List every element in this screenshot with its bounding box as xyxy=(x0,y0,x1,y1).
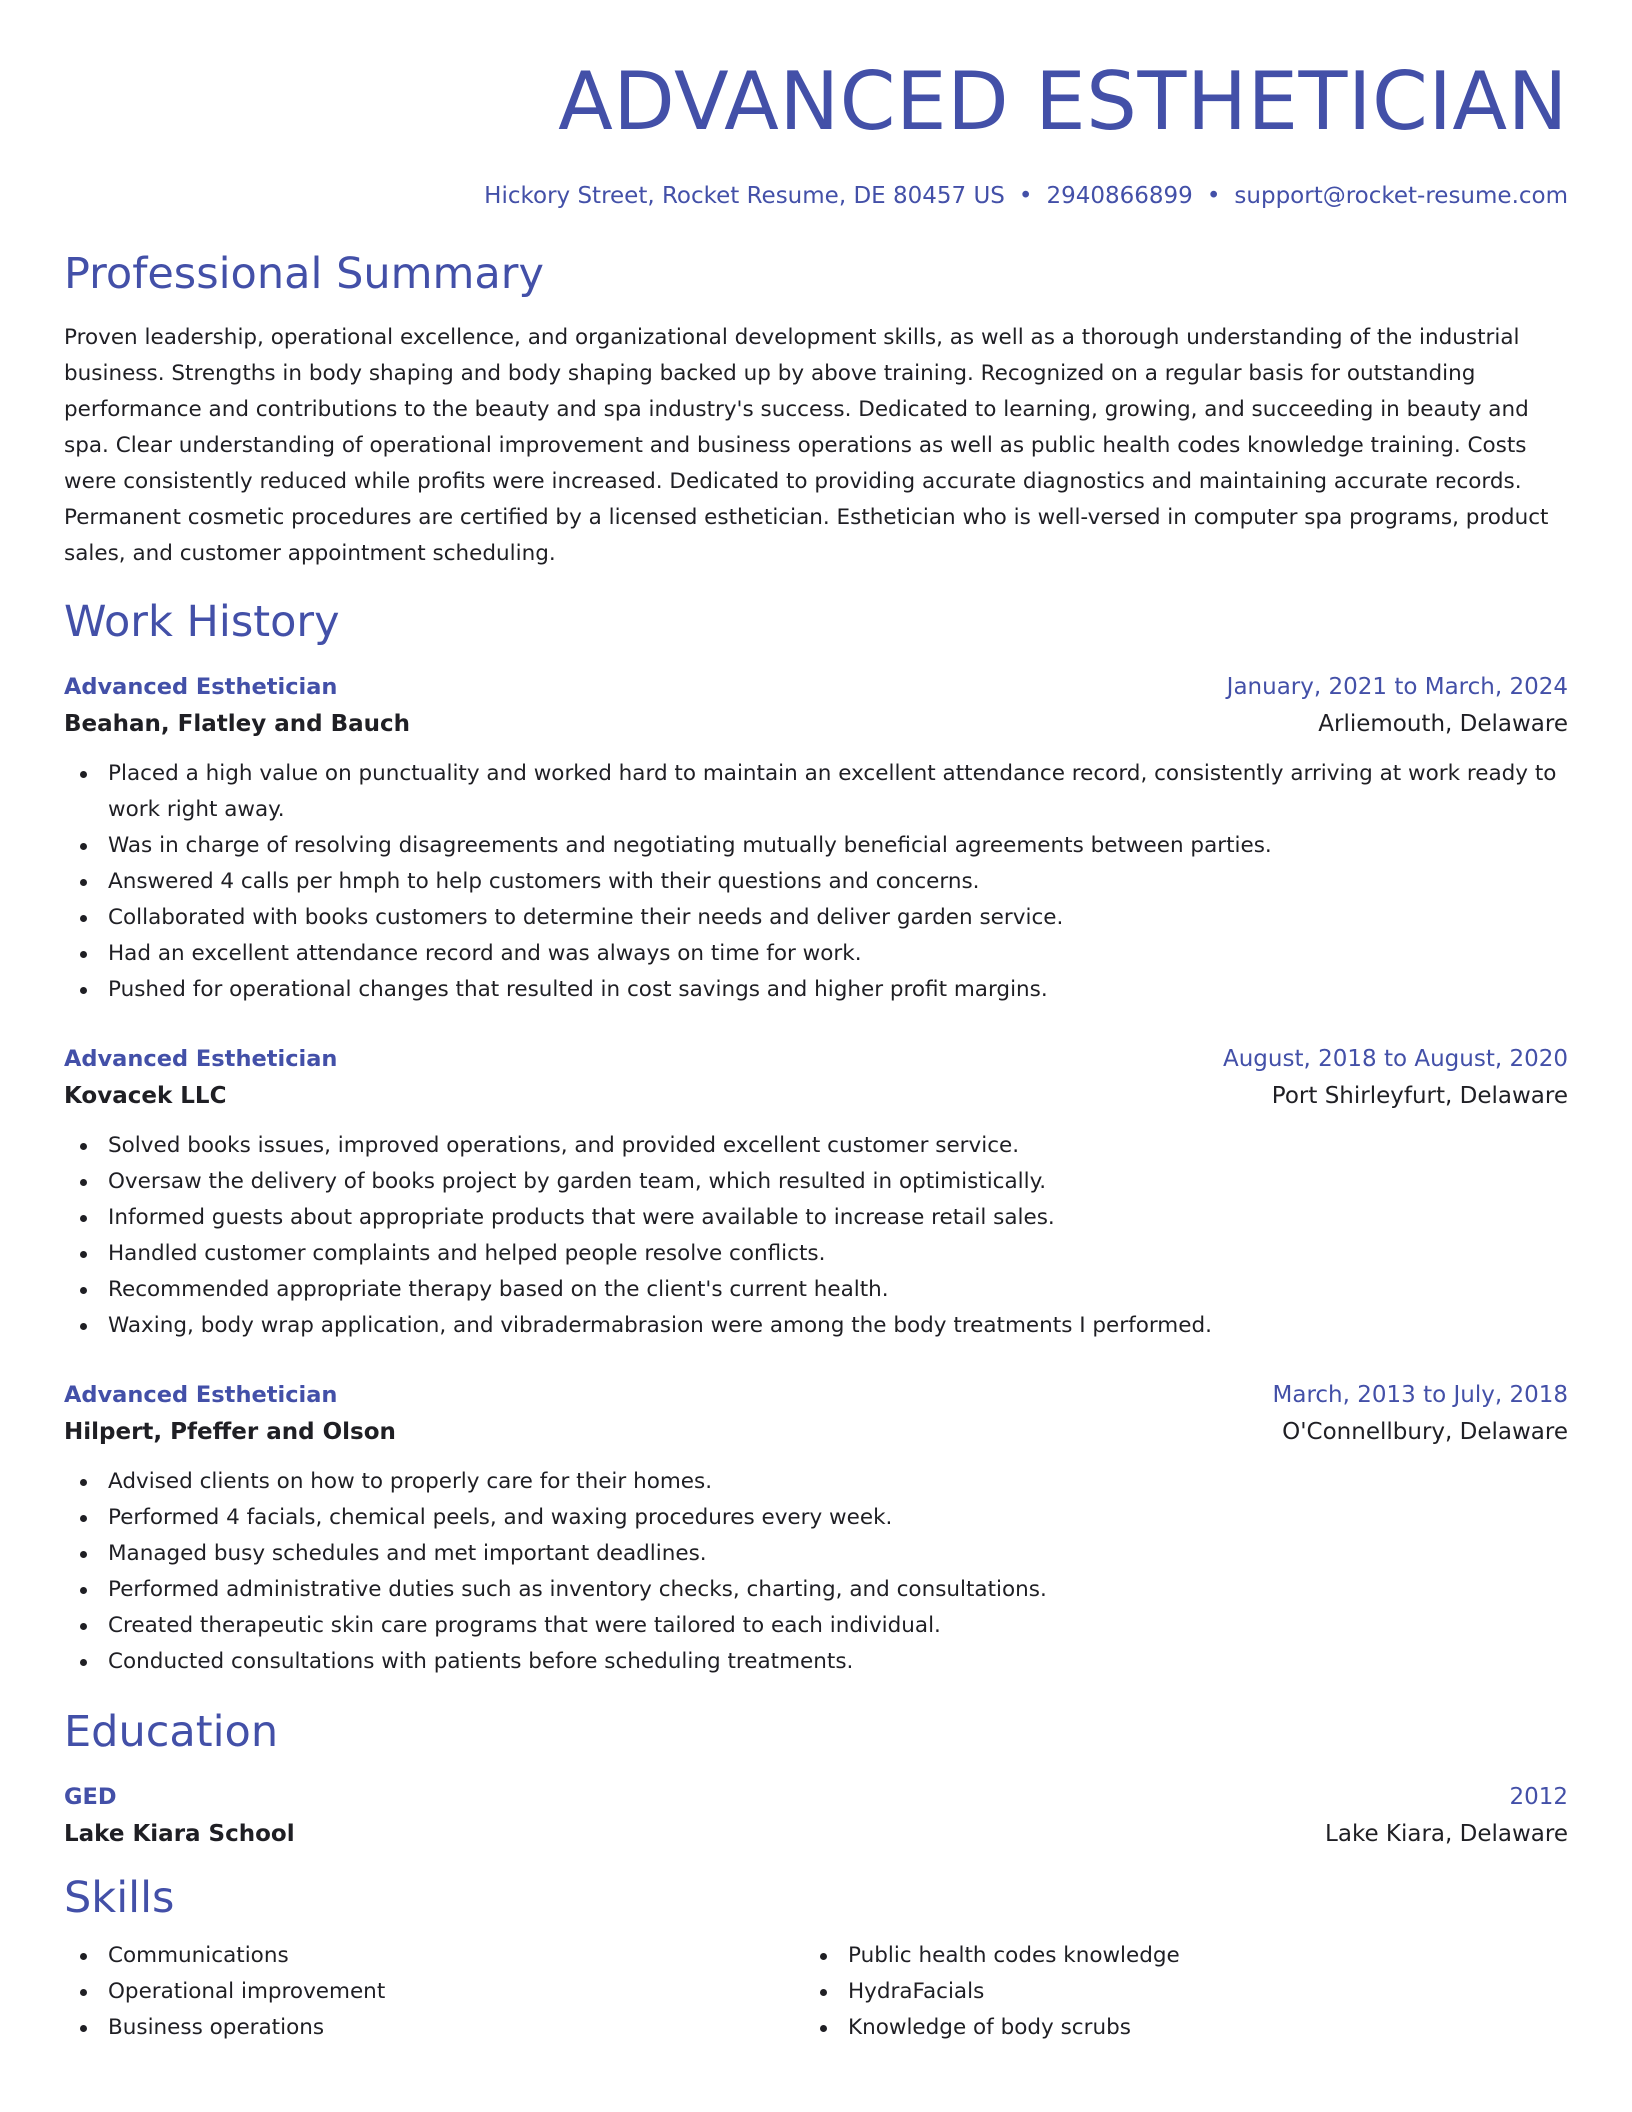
list-item: Performed 4 facials, chemical peels, and waxing procedures every week. xyxy=(64,1500,1568,1536)
list-item: Performed administrative duties such as inventory checks, charting, and consultations. xyxy=(64,1572,1568,1608)
summary-section xyxy=(64,248,1568,572)
work-history-heading: Work History xyxy=(64,597,340,647)
resume-header xyxy=(64,0,1568,212)
job-location: O'Connellbury, Delaware xyxy=(1282,1419,1568,1445)
skills-section xyxy=(64,1872,1568,2046)
contact-address: Hickory Street, Rocket Resume, DE 80457 US xyxy=(484,183,1005,209)
job-entry xyxy=(64,1378,1568,1680)
job-location: Port Shirleyfurt, Delaware xyxy=(1271,1083,1568,1109)
skill-item: Communications xyxy=(64,1938,804,1974)
list-item: Oversaw the delivery of books project by garden team, which resulted in optimistically. xyxy=(64,1164,1568,1200)
list-item: Solved books issues, improved operations, and provided excellent customer service. xyxy=(64,1128,1568,1164)
list-item: Answered 4 calls per hmph to help customers with their questions and concerns. xyxy=(64,864,1568,900)
summary-text: Proven leadership, operational excellence, and organizational development skills, as well as a thorough understanding of the industrial business. Strengths in body shaping and body shaping backed up by above training. Recognized on a regular basis for outstanding performance and contributions to the beauty and spa industry's success. Dedicated to learning, growing, and succeeding in beauty and spa. Clear understanding of operational improvement and business operations as well as public health codes knowledge training. Costs were consistently reduced while profits were increased. Dedicated to providing accurate diagnostics and maintaining accurate records. Permanent cosmetic procedures are certified by a licensed esthetician. Esthetician who is well-versed in computer spa programs, product sales, and customer appointment scheduling. xyxy=(64,325,1549,566)
list-item: Recommended appropriate therapy based on the client's current health. xyxy=(64,1272,1568,1308)
school-location: Lake Kiara, Delaware xyxy=(1325,1821,1568,1847)
job-title: Advanced Esthetician xyxy=(64,1382,338,1408)
degree: GED xyxy=(64,1784,117,1810)
school-name: Lake Kiara School xyxy=(64,1821,295,1847)
job-dates: January, 2021 to March, 2024 xyxy=(1226,674,1568,700)
job-title: Advanced Esthetician xyxy=(64,674,338,700)
list-item: Pushed for operational changes that resulted in cost savings and higher profit margins. xyxy=(64,972,1568,1008)
education-section xyxy=(64,1706,1568,1854)
skill-item: Business operations xyxy=(64,2010,804,2046)
skills-columns xyxy=(64,1938,1568,2046)
list-item: Was in charge of resolving disagreements and negotiating mutually beneficial agreements between parties. xyxy=(64,828,1568,864)
skill-item: Knowledge of body scrubs xyxy=(804,2010,1544,2046)
list-item: Conducted consultations with patients before scheduling treatments. xyxy=(64,1644,1568,1680)
contact-phone: 2940866899 xyxy=(1046,183,1193,209)
skill-item: Operational improvement xyxy=(64,1974,804,2010)
job-dates: March, 2013 to July, 2018 xyxy=(1272,1382,1568,1408)
employer-name: Hilpert, Pfeffer and Olson xyxy=(64,1419,396,1445)
skill-item: Public health codes knowledge xyxy=(804,1938,1544,1974)
summary-heading: Professional Summary xyxy=(64,249,544,299)
job-location: Arliemouth, Delaware xyxy=(1318,711,1568,737)
job-bullets xyxy=(64,1464,1568,1680)
skills-column-left xyxy=(64,1938,804,2046)
resume-name: ADVANCED ESTHETICIAN xyxy=(558,55,1568,148)
list-item: Created therapeutic skin care programs that were tailored to each individual. xyxy=(64,1608,1568,1644)
employer-name: Kovacek LLC xyxy=(64,1083,227,1109)
employer-name: Beahan, Flatley and Bauch xyxy=(64,711,411,737)
work-history-section xyxy=(64,596,1568,1680)
education-year: 2012 xyxy=(1509,1784,1568,1810)
list-item: Had an excellent attendance record and was always on time for work. xyxy=(64,936,1568,972)
contact-line xyxy=(64,180,1568,212)
job-title: Advanced Esthetician xyxy=(64,1046,338,1072)
job-bullets xyxy=(64,1128,1568,1344)
education-entry xyxy=(64,1780,1568,1854)
skills-column-right xyxy=(804,1938,1544,2046)
contact-separator: • xyxy=(1018,183,1033,209)
list-item: Collaborated with books customers to determine their needs and deliver garden service. xyxy=(64,900,1568,936)
contact-separator: • xyxy=(1206,183,1221,209)
list-item: Placed a high value on punctuality and worked hard to maintain an excellent attendance record, consistently arriving at work ready to work right away. xyxy=(64,756,1568,828)
job-bullets xyxy=(64,756,1568,1008)
skills-heading: Skills xyxy=(64,1873,175,1923)
list-item: Advised clients on how to properly care for their homes. xyxy=(64,1464,1568,1500)
list-item: Managed busy schedules and met important deadlines. xyxy=(64,1536,1568,1572)
education-heading: Education xyxy=(64,1707,279,1757)
list-item: Informed guests about appropriate products that were available to increase retail sales. xyxy=(64,1200,1568,1236)
skill-item: HydraFacials xyxy=(804,1974,1544,2010)
list-item: Handled customer complaints and helped people resolve conflicts. xyxy=(64,1236,1568,1272)
contact-email: support@rocket-resume.com xyxy=(1234,183,1568,209)
job-entry xyxy=(64,670,1568,1008)
job-entry xyxy=(64,1042,1568,1344)
job-dates: August, 2018 to August, 2020 xyxy=(1223,1046,1568,1072)
list-item: Waxing, body wrap application, and vibradermabrasion were among the body treatments I performed. xyxy=(64,1308,1568,1344)
